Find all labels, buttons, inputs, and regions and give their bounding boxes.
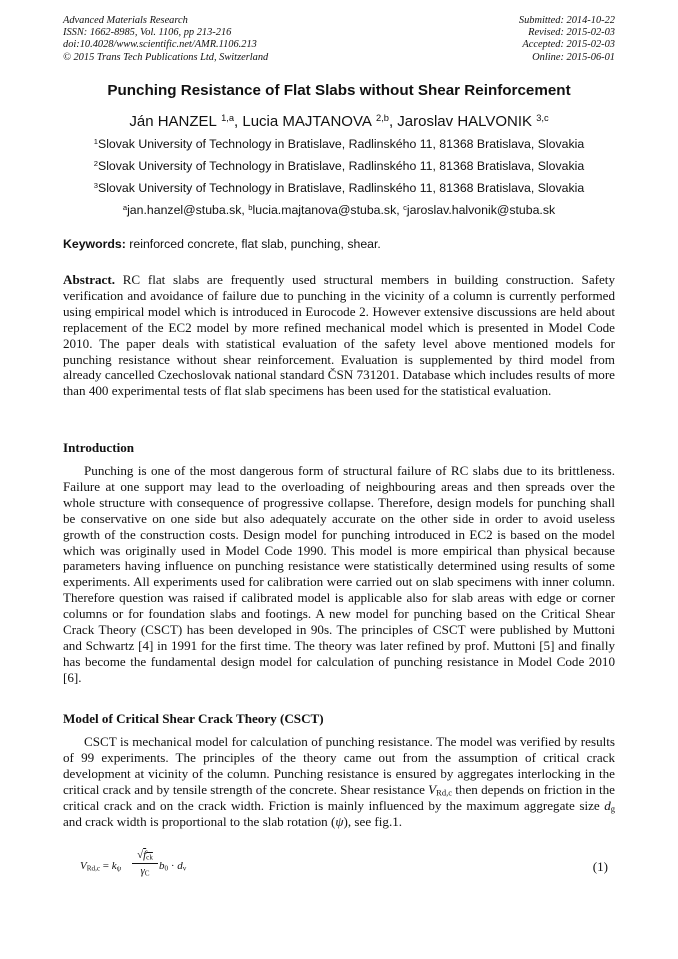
author-list: Ján HANZEL $^{1,a}$, Lucia MAJTANOVA $^{2,b}$, Jaroslav HALVONIK $^{3,c}$: [129, 112, 549, 130]
author-name: Ján HANZEL: [129, 113, 217, 130]
affiliation-3: $^3$Slovak University of Technology in Bratislave, Radlinského 11, 81368 Bratislava, Slovakia: [93, 180, 585, 195]
csct-heading: Model of Critical Shear Crack Theory (CSCT): [63, 711, 324, 726]
submitted-date: Submitted: 2014-10-22: [518, 15, 615, 26]
doi: doi:10.4028/www.scientific.net/AMR.1106.213: [63, 39, 257, 51]
issn: ISSN: 1662-8985, Vol. 1106, pp 213-216: [63, 27, 232, 39]
introduction-text: Punching is one of the most dangerous form of structural failure of RC slabs due to its brittleness. Failure at one support may lead to the overloading of neighbouring areas and then spreads over the whole structure with consequence of progressive collapse. Therefore, design models for punching shall be conservative on one side but also adequately accurate on the other side in order to avoid useless growth of the construction costs. Design model for punching introduced in EC2 is based on the model which was originally used in Model Code 1990. This model is more empirical than physical because parameters having influence on punching resistance were statistically determined using results of some experiments. All experiments used for calibration were carried out on slab specimens with inner column. Therefore question was raised if calibrated model is applicable also for slab areas with edge or corner columns or for foundation slabs and footings. A new model for punching based on the Critical Shear Crack Theory (CSCT) has been developed in 90s. The principles of CSCT were published by Muttoni and Schwartz [4] in 1991 for the first time. The theory was later refined by prof. Muttoni [5] and finally has become the fundamental design model for calculation of punching resistance in Model Code 2010 [6].: [63, 463, 615, 685]
copyright: © 2015 Trans Tech Publications Ltd, Switzerland: [63, 51, 269, 63]
csct-text: CSCT is mechanical model for calculation of punching resistance. The model was verified by results of 99 experiments. The principles of the theory came out from the assumption of critical crack development at vicinity of the column. Punching resistance is ensured by aggregates interlocking in the critical crack and by tensile strength of the concrete. Shear resistance $V_{Rd,c}$ then depends on friction in the critical crack and on the crack width. Friction is mainly influenced by the maximum aggregate size $d_g$ and crack width is proportional to the slab rotation (ψ), see fig.1.: [63, 734, 615, 829]
keywords-text: reinforced concrete, flat slab, punching, shear.: [125, 237, 381, 251]
journal-name: Advanced Materials Research: [63, 15, 188, 26]
paper-title: Punching Resistance of Flat Slabs without Shear Reinforcement: [107, 82, 571, 99]
equation-fraction: $√f_{ck}$ $\gamma_C$: [132, 848, 158, 878]
author-name: Jaroslav HALVONIK: [397, 113, 533, 130]
author-sup: 1,a: [221, 112, 235, 123]
equation-1: $V_{Rd,c} = k_\psi$ $√f_{ck}$ $\gamma_C$ $b_0 \cdot d_v$ (1): [80, 849, 608, 878]
revised-date: Revised: 2015-02-03: [528, 27, 615, 39]
journal-header-left: [63, 15, 268, 64]
email-link[interactable]: lucia.majtanova@stuba.sk,: [252, 203, 404, 217]
affiliation-2: $^2$Slovak University of Technology in Bratislave, Radlinského 11, 81368 Bratislava, Slovakia: [93, 158, 585, 173]
author-sup: 3,c: [536, 112, 549, 123]
abstract: [63, 272, 615, 399]
accepted-date: Accepted: 2015-02-03: [522, 39, 615, 51]
abstract-label: Abstract.: [63, 272, 115, 287]
keywords: [63, 237, 381, 251]
email-link[interactable]: jan.hanzel@stuba.sk,: [127, 203, 249, 217]
author-sup: 2,b: [376, 112, 389, 123]
author-name: Lucia MAJTANOVA: [242, 113, 372, 130]
affiliation-1: $^1$Slovak University of Technology in Bratislave, Radlinského 11, 81368 Bratislava, Slovakia: [93, 136, 585, 151]
online-date: Online: 2015-06-01: [532, 51, 615, 63]
abstract-text: RC flat slabs are frequently used structural members in building construction. Safety verification and avoidance of failure due to punching in the vicinity of a column is currently performed using empirical model which is introduced in Eurocode 2. However extensive discussions are held about replacement of the EC2 model by more refined mechanical model which is presented in Model Code 2010. The paper deals with statistical evaluation of the safety level above mentioned models for punching resistance without shear reinforcement. Evaluation is supplemented by third model from already cancelled Czechoslovak national standard ČSN 731201. Database which includes results of more than 400 experimental tests of flat slab specimens has been used for the statistical evaluation.: [63, 272, 615, 399]
keywords-label: Keywords:: [63, 237, 126, 251]
introduction-heading: Introduction: [63, 440, 135, 455]
email-list: $^a$jan.hanzel@stuba.sk, $^b$lucia.majtanova@stuba.sk, $^c$jaroslav.halvonik@stuba.sk: [122, 202, 556, 217]
equation-number: (1): [592, 859, 608, 874]
journal-header-right: [519, 15, 615, 64]
email-link[interactable]: jaroslav.halvonik@stuba.sk: [406, 203, 556, 217]
